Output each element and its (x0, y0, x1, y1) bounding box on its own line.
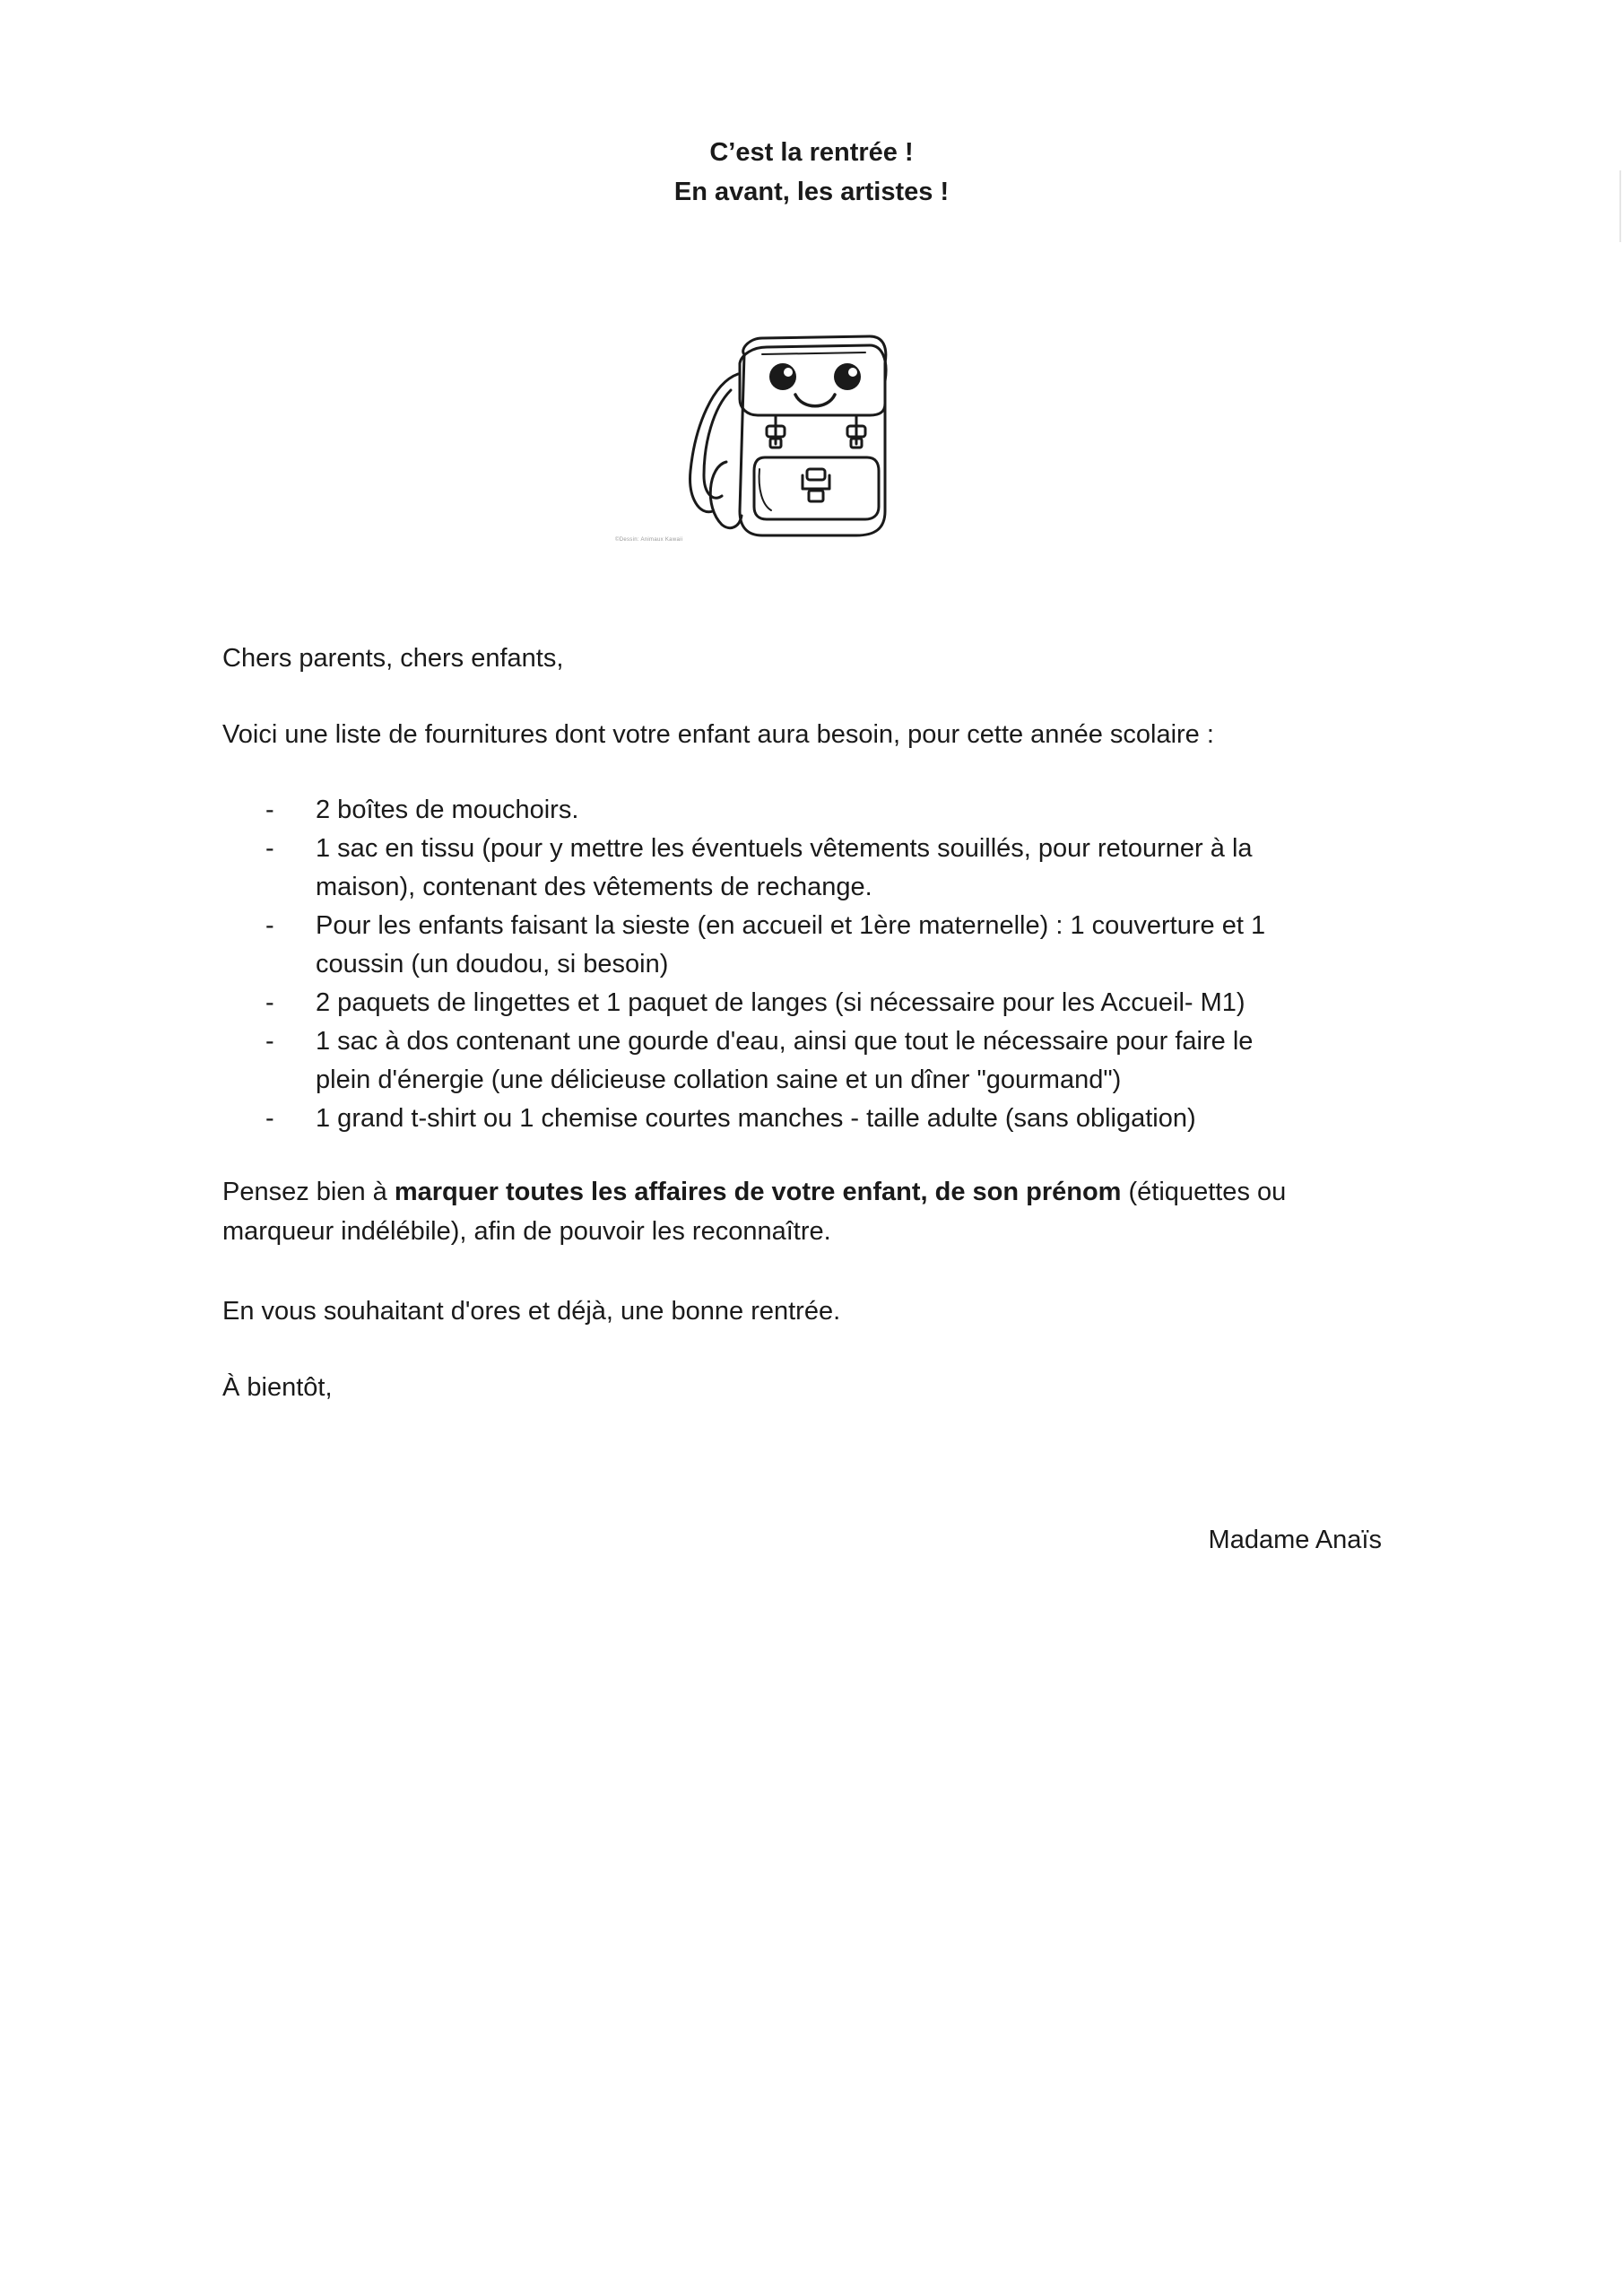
list-bullet: - (265, 1027, 274, 1056)
list-item (222, 1022, 1406, 1100)
reminder-text-before: Pensez bien à (222, 1178, 395, 1206)
reminder-emphasis: marquer toutes les affaires de votre enfant, de son prénom (394, 1178, 1122, 1206)
list-item-line-1: 1 sac en tissu (pour y mettre les éventuels vêtements souillés, pour retourner à la (316, 834, 1253, 863)
list-item-line-2: plein d'énergie (une délicieuse collation saine et un dîner "gourmand") (316, 1065, 1122, 1094)
closing-text: À bientôt, (222, 1373, 333, 1402)
list-item-line-2: maison), contenant des vêtements de rechange. (316, 873, 872, 901)
list-item (222, 791, 1406, 830)
list-item-line-1: 1 sac à dos contenant une gourde d'eau, ainsi que tout le nécessaire pour faire le (316, 1027, 1254, 1056)
list-item (222, 830, 1406, 907)
list-bullet: - (265, 1104, 274, 1133)
list-item (222, 907, 1406, 984)
greeting: Chers parents, chers enfants, (222, 644, 564, 673)
reminder-paragraph (222, 1172, 1406, 1251)
list-bullet: - (265, 834, 274, 863)
wish-text: En vous souhaitant d'ores et déjà, une bonne rentrée. (222, 1297, 841, 1326)
scan-margin-mark (1619, 170, 1621, 242)
signature: Madame Anaïs (1208, 1526, 1382, 1554)
list-bullet: - (265, 911, 274, 940)
list-item-line-1: Pour les enfants faisant la sieste (en accueil et 1ère maternelle) : 1 couverture et 1 (316, 911, 1266, 940)
list-item (222, 984, 1406, 1022)
page-title (0, 133, 1623, 212)
backpack-icon (677, 327, 910, 552)
list-item-line-2: coussin (un doudou, si besoin) (316, 950, 669, 978)
intro-text: Voici une liste de fournitures dont votre enfant aura besoin, pour cette année scolaire : (222, 720, 1214, 749)
reminder-text-after: (étiquettes ou (1121, 1178, 1287, 1206)
list-bullet: - (265, 796, 274, 824)
supplies-list (222, 791, 1406, 1138)
illustration-credit: ©Dessin: Animaux Kawaii (615, 537, 683, 543)
list-item-line-1: 1 grand t-shirt ou 1 chemise courtes manches - taille adulte (sans obligation) (316, 1104, 1196, 1133)
list-item (222, 1100, 1406, 1138)
reminder-line-2: marqueur indélébile), afin de pouvoir les reconnaître. (222, 1217, 831, 1246)
list-item-line-1: 2 paquets de lingettes et 1 paquet de langes (si nécessaire pour les Accueil- M1) (316, 988, 1245, 1017)
title-line-1: C’est la rentrée ! (709, 138, 914, 167)
reminder-line-1 (222, 1172, 1406, 1212)
title-line-2: En avant, les artistes ! (673, 178, 950, 206)
list-item-line-1: 2 boîtes de mouchoirs. (316, 796, 579, 824)
list-bullet: - (265, 988, 274, 1017)
